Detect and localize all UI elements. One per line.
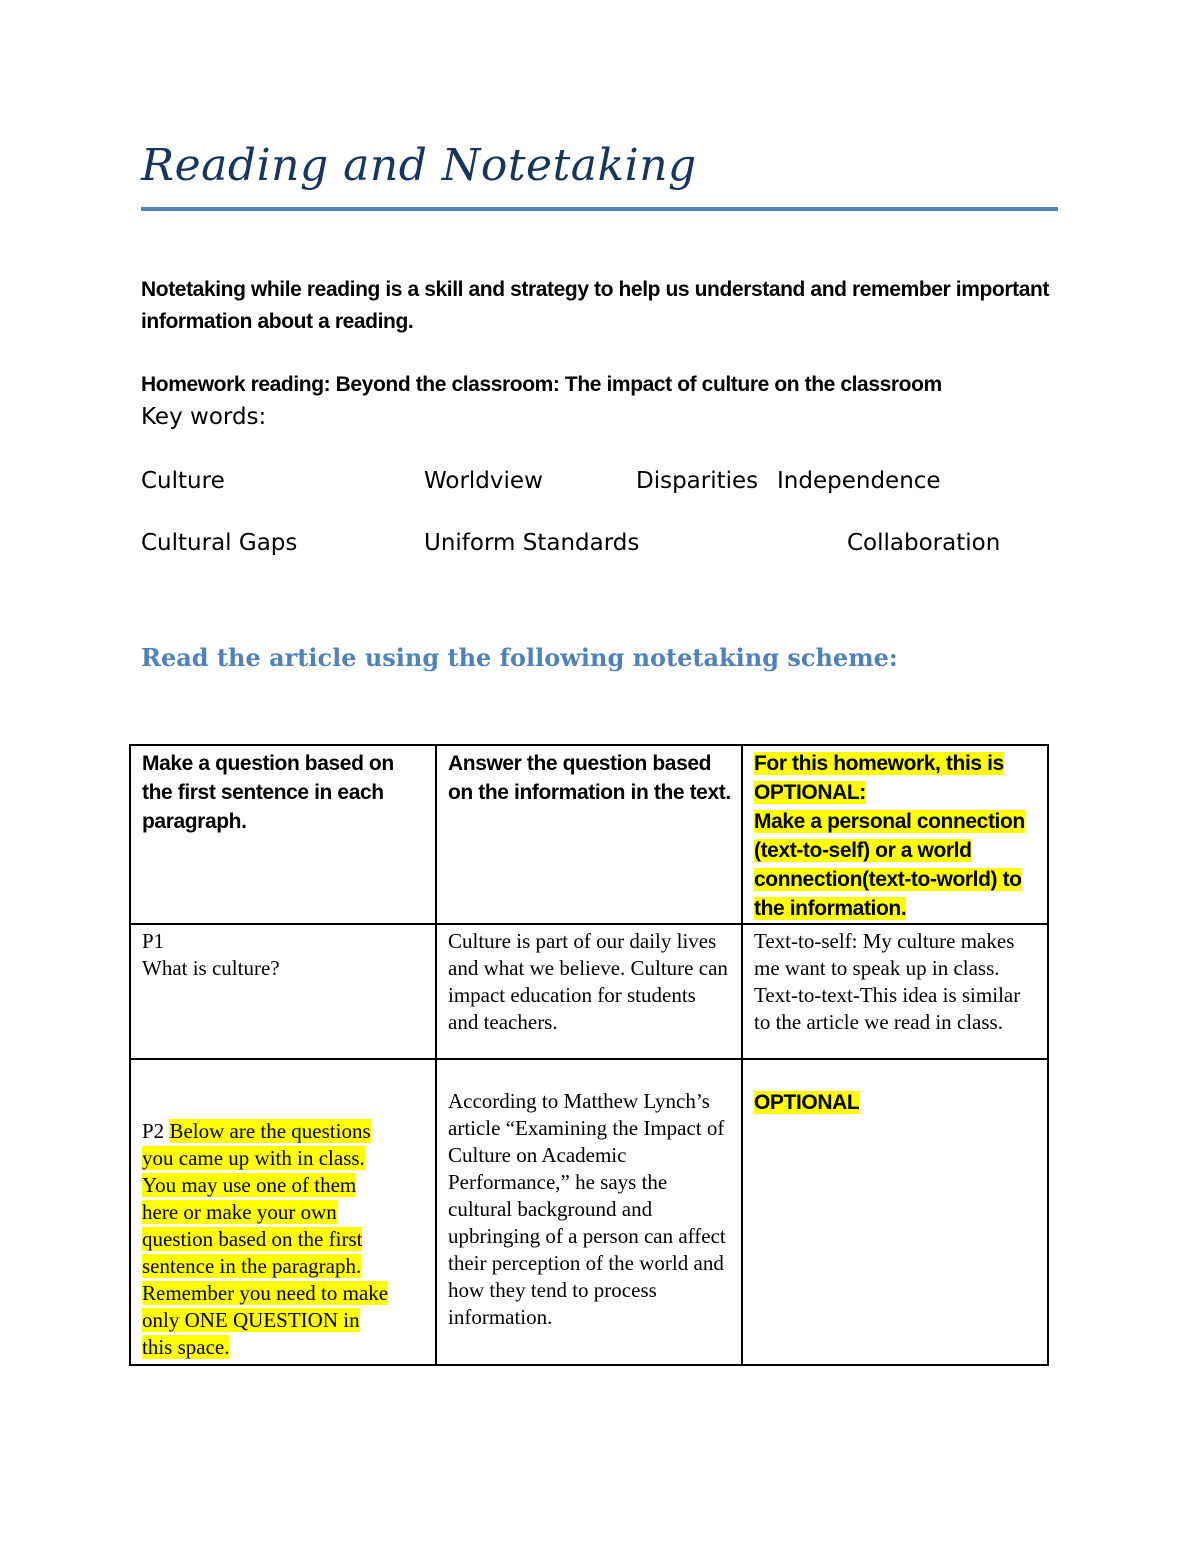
table-row bbox=[130, 924, 1048, 1059]
row1-connection-text: Text-to-self: My culture makes me want to speak up in class. Text-to-text-This idea is similar to the article we read in class. bbox=[754, 929, 1021, 1034]
header-connection-line: connection(text-to-world) to bbox=[754, 868, 1022, 891]
row2-answer bbox=[436, 1059, 742, 1365]
header-answer-text: Answer the question based on the information in the text. bbox=[448, 752, 731, 804]
header-connection-line: Make a personal connection bbox=[754, 810, 1025, 833]
table-header-row bbox=[130, 745, 1048, 924]
homework-reading: Homework reading: Beyond the classroom: The impact of culture on the classroom bbox=[141, 373, 942, 396]
row2-question-line: sentence in the paragraph. bbox=[142, 1254, 362, 1278]
page-title: Reading and Notetaking bbox=[141, 140, 697, 191]
table-row bbox=[130, 1059, 1048, 1365]
header-question-text: Make a question based on the first sentence in each paragraph. bbox=[142, 752, 394, 833]
key-word: Culture bbox=[141, 468, 225, 494]
row1-connection bbox=[742, 924, 1048, 1059]
row1-answer-text: Culture is part of our daily lives and what we believe. Culture can impact education for students and teachers. bbox=[448, 929, 728, 1034]
notetaking-table bbox=[129, 744, 1049, 1366]
row2-question-line: You may use one of them bbox=[142, 1173, 357, 1197]
key-word: Independence bbox=[777, 468, 941, 494]
row1-paragraph-label: P1 bbox=[142, 929, 165, 953]
row2-question-line: Remember you need to make bbox=[142, 1281, 389, 1305]
row2-question bbox=[130, 1059, 436, 1365]
row2-question-line: you came up with in class. bbox=[142, 1146, 365, 1170]
scheme-heading: Read the article using the following notetaking scheme: bbox=[141, 643, 898, 672]
title-underline bbox=[141, 207, 1058, 211]
row2-connection bbox=[742, 1059, 1048, 1365]
row2-question-line: this space. bbox=[142, 1335, 230, 1359]
header-connection-line: (text-to-self) or a world bbox=[754, 839, 972, 862]
row1-answer bbox=[436, 924, 742, 1059]
header-connection-line: the information. bbox=[754, 897, 907, 920]
row2-question-line: question based on the first bbox=[142, 1227, 363, 1251]
row1-question-text: What is culture? bbox=[142, 956, 280, 980]
header-question bbox=[130, 745, 436, 924]
key-word: Uniform Standards bbox=[424, 530, 640, 556]
key-word: Collaboration bbox=[847, 530, 1001, 556]
header-connection-line: For this homework, this is bbox=[754, 752, 1004, 775]
key-word: Worldview bbox=[424, 468, 543, 494]
row2-answer-text: According to Matthew Lynch’s article “Examining the Impact of Culture on Academic Performance,” he says the cultural background and upbringing of a person can affect their perception of the world and how they tend to process information. bbox=[448, 1089, 726, 1329]
row2-question-line: only ONE QUESTION in bbox=[142, 1308, 360, 1332]
row2-question-line: Below are the questions bbox=[169, 1119, 371, 1143]
row2-paragraph-label: P2 bbox=[142, 1119, 170, 1143]
row1-question bbox=[130, 924, 436, 1059]
row2-question-line: here or make your own bbox=[142, 1200, 337, 1224]
header-connection-line: OPTIONAL: bbox=[754, 781, 866, 804]
intro-paragraph: Notetaking while reading is a skill and strategy to help us understand and remember important information about a reading. bbox=[141, 278, 1049, 333]
header-answer bbox=[436, 745, 742, 924]
key-words-label: Key words: bbox=[141, 404, 267, 430]
key-word: Disparities bbox=[636, 468, 759, 494]
key-word: Cultural Gaps bbox=[141, 530, 298, 556]
header-connection bbox=[742, 745, 1048, 924]
row2-connection-text: OPTIONAL bbox=[754, 1091, 860, 1114]
